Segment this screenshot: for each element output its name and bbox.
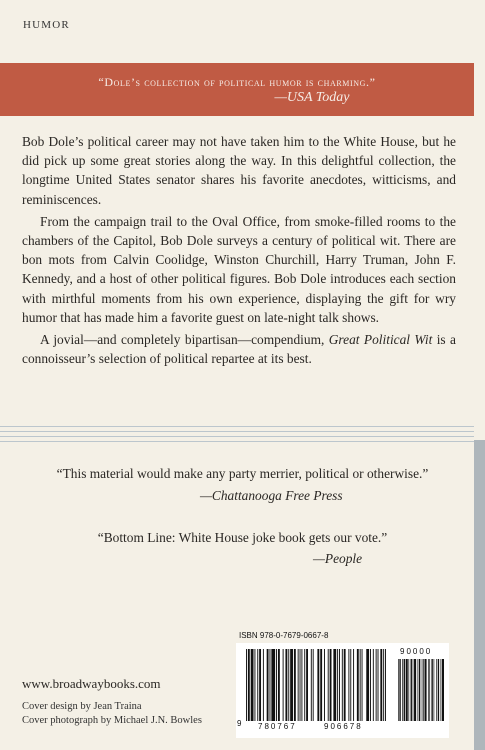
barcode-bar <box>357 649 359 721</box>
barcode-bar <box>276 649 277 721</box>
barcode-bar <box>366 649 369 721</box>
barcode-bar <box>324 649 325 721</box>
barcode-bar <box>348 649 349 721</box>
description-paragraph-1: Bob Dole’s political career may not have taken him to the White House, but he did pick up some great stories along the way. In this delightful collection, the longtime United States senator shares his favorite anecdotes, witticisms, and reminiscences. <box>22 134 456 207</box>
barcode-bar <box>406 659 408 721</box>
barcode-bar <box>337 649 338 721</box>
barcode-bar <box>398 659 399 721</box>
barcode-bar <box>285 649 287 721</box>
barcode-bar <box>339 649 340 721</box>
barcode-bar <box>353 649 354 721</box>
barcode-bar <box>413 659 414 721</box>
barcode-bar <box>438 659 439 721</box>
book-description <box>22 132 456 371</box>
barcode-bar <box>370 649 371 721</box>
barcode-bar <box>428 659 429 721</box>
barcode-bar <box>288 649 289 721</box>
barcode-bar <box>380 649 382 721</box>
barcode-bar <box>422 659 423 721</box>
barcode-bar <box>436 659 437 721</box>
barcode-bar <box>311 649 312 721</box>
review-attribution-2: —People <box>313 551 363 566</box>
barcode-bar <box>441 659 442 721</box>
barcode-bar <box>294 649 296 721</box>
barcode-bar <box>267 649 269 721</box>
barcode-bar <box>442 659 444 721</box>
barcode-bar <box>298 649 299 721</box>
barcode-bar <box>434 659 435 721</box>
barcode-bar <box>378 649 379 721</box>
barcode-bar <box>373 649 374 721</box>
barcode-bar <box>254 649 255 721</box>
review-banner <box>0 63 474 116</box>
barcode-digits-right: 906678 <box>324 722 363 731</box>
publisher-website: www.broadwaybooks.com <box>22 676 161 691</box>
barcode-bar <box>342 649 343 721</box>
barcode-bar <box>418 659 419 721</box>
banner-attribution-source: —USA Today <box>274 90 350 105</box>
barcode-addon-digits: 90000 <box>400 647 433 656</box>
barcode-bar <box>330 649 332 721</box>
barcode-bar <box>278 649 280 721</box>
barcode-bar <box>424 659 426 721</box>
barcode-bar <box>419 659 420 721</box>
category-label: HUMOR <box>23 19 70 31</box>
barcode-bar <box>385 649 386 721</box>
review-quote-1: “This material would make any party merrier, political or otherwise.” <box>56 466 429 481</box>
isbn-text: ISBN 978-0-7679-0667-8 <box>239 631 329 640</box>
description-p3-end: is a connoisseur’s selection of political repartee at its best. <box>22 332 456 367</box>
description-paragraph-2: From the campaign trail to the Oval Office, from smoke-filled rooms to the chambers of the Capitol, Bob Dole surveys a century of political wit. There are bon mots from Calvin Coolidge, Winston Churchill, Harry Truman, John F. Kennedy, and a host of other political figures. Bob Dole introduces each section with mirthful moments from his own experience, displaying the gift for wry humor that has made him a favorite guest on late-night talk shows. <box>22 213 456 325</box>
barcode-bar <box>350 649 351 721</box>
barcode-bar <box>344 649 346 721</box>
barcode-bar <box>402 659 403 721</box>
review-quote-2: “Bottom Line: White House joke book gets our vote.” <box>97 530 388 545</box>
barcode-bar <box>320 649 322 721</box>
barcode-bar <box>306 649 308 721</box>
cover-design-credit: Cover design by Jean Traina <box>22 701 142 712</box>
barcode-bar <box>246 649 247 721</box>
barcode-bar <box>411 659 412 721</box>
description-paragraph-3 <box>22 330 456 368</box>
barcode-bar <box>301 649 302 721</box>
barcode-bar <box>383 649 384 721</box>
barcode-bar <box>259 649 261 721</box>
divider-line <box>0 431 474 432</box>
barcode-bar <box>290 649 293 721</box>
barcode <box>236 643 449 738</box>
barcode-bar <box>248 649 250 721</box>
barcode-bar <box>328 649 329 721</box>
description-p3-start: A jovial—and completely bipartisan—compendium, <box>40 332 329 348</box>
barcode-bar <box>429 659 430 721</box>
cover-photo-credit: Cover photograph by Michael J.N. Bowles <box>22 715 202 726</box>
barcode-lead-digit: 9 <box>237 719 242 728</box>
barcode-bar <box>271 649 275 721</box>
barcode-bar <box>376 649 377 721</box>
barcode-bar <box>263 649 264 721</box>
divider-line <box>0 426 474 427</box>
banner-attribution <box>0 90 474 106</box>
barcode-bar <box>251 649 254 721</box>
barcode-bar <box>333 649 336 721</box>
banner-quote: “Dole’s collection of political humor is charming.” <box>98 75 376 89</box>
barcode-bar <box>283 649 284 721</box>
barcode-bar <box>300 649 301 721</box>
barcode-digits-left: 780767 <box>258 722 297 731</box>
barcode-bar <box>257 649 258 721</box>
book-title: Great Political Wit <box>328 332 433 348</box>
barcode-bar <box>317 649 319 721</box>
barcode-bar <box>431 659 432 721</box>
barcode-bar <box>360 649 361 721</box>
barcode-bar <box>404 659 405 721</box>
barcode-bar <box>313 649 314 721</box>
divider-line <box>0 436 474 437</box>
barcode-bar <box>408 659 409 721</box>
spine-edge <box>474 440 485 750</box>
barcode-bar <box>362 649 363 721</box>
barcode-bar <box>304 649 305 721</box>
barcode-bar <box>414 659 416 721</box>
review-attribution-1: —Chattanooga Free Press <box>200 488 343 503</box>
barcode-bar <box>269 649 270 721</box>
barcode-bar <box>399 659 400 721</box>
divider-line <box>0 441 474 442</box>
barcode-bar <box>423 659 424 721</box>
